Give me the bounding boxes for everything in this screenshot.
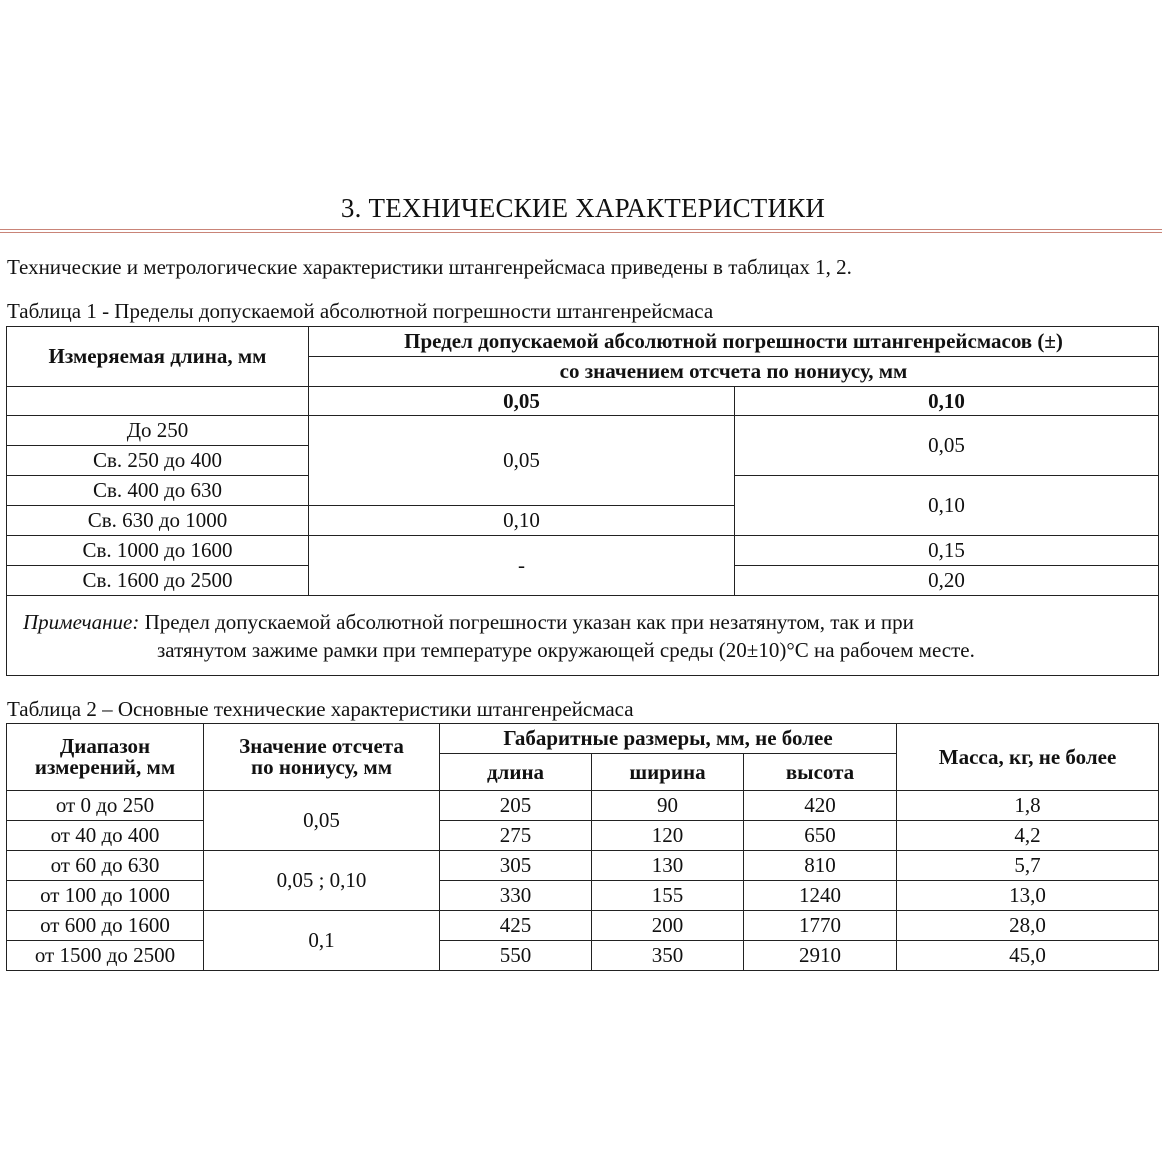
table1-note-label: Примечание: — [23, 609, 140, 634]
table2-range-cell: от 0 до 250 — [7, 791, 204, 821]
table2-width-cell: 130 — [592, 851, 744, 881]
table2-mass-cell: 45,0 — [897, 941, 1159, 971]
table2-vernier-cell: 0,05 — [204, 791, 440, 851]
table1-cell-b: 0,20 — [735, 566, 1159, 596]
table1-empty-cell — [7, 387, 309, 416]
table1-caption: Таблица 1 - Пределы допускаемой абсолютной погрешности штангенрейсмаса — [7, 299, 714, 323]
table1-cell-a: 0,10 — [309, 506, 735, 536]
table2-width-cell: 120 — [592, 821, 744, 851]
table2-vernier-header-line2: по нониусу, мм — [250, 755, 393, 779]
table1-subheader-a: 0,05 — [309, 387, 735, 416]
table2-width-cell: 155 — [592, 881, 744, 911]
table2-vernier-header-line1: Значение отсчета — [239, 734, 404, 758]
table1-row-length: Св. 1000 до 1600 — [7, 536, 309, 566]
table1-row-length: Св. 1600 до 2500 — [7, 566, 309, 596]
table2-range-cell: от 100 до 1000 — [7, 881, 204, 911]
section-title: 3. ТЕХНИЧЕСКИЕ ХАРАКТЕРИСТИКИ — [340, 193, 826, 223]
table2-mass-cell: 28,0 — [897, 911, 1159, 941]
table2-mass-cell: 13,0 — [897, 881, 1159, 911]
table2-height-cell: 1240 — [744, 881, 897, 911]
table2-mass-header: Масса, кг, не более — [897, 724, 1159, 791]
table2-length-cell: 205 — [440, 791, 592, 821]
table2-vernier-cell: 0,05 ; 0,10 — [204, 851, 440, 911]
table2-length-cell: 275 — [440, 821, 592, 851]
table1-row-length: Св. 400 до 630 — [7, 476, 309, 506]
table1-row-length: До 250 — [7, 416, 309, 446]
table1-cell-b: 0,05 — [735, 416, 1159, 476]
table1-accuracy-limits — [6, 326, 1159, 676]
table2-caption: Таблица 2 – Основные технические характеристики штангенрейсмаса — [7, 697, 634, 721]
table2-length-cell: 305 — [440, 851, 592, 881]
table2-length-cell: 550 — [440, 941, 592, 971]
table2-range-header-line1: Диапазон — [59, 734, 151, 758]
table2-length-header: длина — [440, 754, 592, 791]
table2-vernier-cell: 0,1 — [204, 911, 440, 971]
table2-specifications — [6, 723, 1159, 971]
table2-range-header — [7, 724, 204, 791]
table2-mass-cell: 5,7 — [897, 851, 1159, 881]
intro-text: Технические и метрологические характеристики штангенрейсмаса приведены в таблицах 1, 2. — [7, 255, 852, 279]
table2-length-cell: 425 — [440, 911, 592, 941]
table2-height-cell: 810 — [744, 851, 897, 881]
table1-header-line1: Предел допускаемой абсолютной погрешности штангенрейсмасов (±) — [309, 327, 1159, 357]
table1-cell-b: 0,10 — [735, 476, 1159, 536]
table1-note-line2: затянутом зажиме рамки при температуре окружающей среды (20±10)°С на рабочем месте. — [157, 637, 975, 662]
table1-cell-b: 0,15 — [735, 536, 1159, 566]
table1-col-length-header: Измеряемая длина, мм — [7, 327, 309, 387]
table2-vernier-header — [204, 724, 440, 791]
table2-width-cell: 200 — [592, 911, 744, 941]
title-divider — [0, 229, 1162, 233]
table2-dims-header: Габаритные размеры, мм, не более — [440, 724, 897, 754]
table1-cell-a: 0,05 — [309, 416, 735, 506]
table1-header-line2: со значением отсчета по нониусу, мм — [309, 357, 1159, 387]
table2-range-cell: от 40 до 400 — [7, 821, 204, 851]
table2-width-cell: 350 — [592, 941, 744, 971]
table2-range-cell: от 1500 до 2500 — [7, 941, 204, 971]
table1-row-length: Св. 250 до 400 — [7, 446, 309, 476]
table1-row-length: Св. 630 до 1000 — [7, 506, 309, 536]
table2-height-cell: 420 — [744, 791, 897, 821]
table2-mass-cell: 1,8 — [897, 791, 1159, 821]
table2-height-cell: 650 — [744, 821, 897, 851]
table1-note — [7, 596, 1159, 676]
table2-range-header-line2: измерений, мм — [34, 755, 176, 779]
table2-width-header: ширина — [592, 754, 744, 791]
table2-range-cell: от 60 до 630 — [7, 851, 204, 881]
table2-range-cell: от 600 до 1600 — [7, 911, 204, 941]
table2-length-cell: 330 — [440, 881, 592, 911]
table2-width-cell: 90 — [592, 791, 744, 821]
table2-mass-cell: 4,2 — [897, 821, 1159, 851]
table2-height-header: высота — [744, 754, 897, 791]
table1-subheader-b: 0,10 — [735, 387, 1159, 416]
table2-height-cell: 2910 — [744, 941, 897, 971]
table1-cell-a: - — [309, 536, 735, 596]
table2-height-cell: 1770 — [744, 911, 897, 941]
table1-note-line1: Предел допускаемой абсолютной погрешности указан как при незатянутом, так и при — [144, 609, 914, 634]
